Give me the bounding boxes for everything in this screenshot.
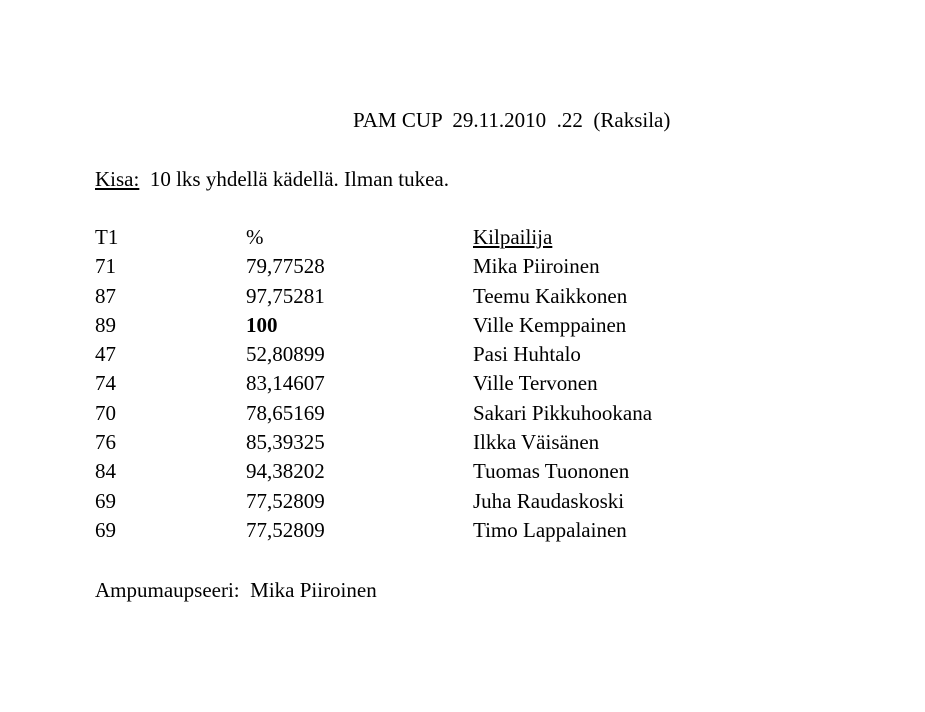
cell-competitor: Tuomas Tuononen — [473, 459, 630, 484]
cell-t1: 87 — [95, 283, 116, 308]
cell-percent: 100 — [246, 312, 278, 337]
header-competitor: Kilpailija — [473, 225, 553, 249]
header-percent: % — [246, 225, 264, 249]
table-row — [95, 401, 795, 430]
cell-competitor: Mika Piiroinen — [473, 254, 600, 279]
table-row — [95, 342, 795, 371]
cell-percent: 77,52809 — [246, 488, 325, 513]
table-row — [95, 254, 795, 283]
document-title: PAM CUP 29.11.2010 .22 (Raksila) — [353, 108, 671, 132]
table-body — [95, 254, 795, 547]
cell-t1: 47 — [95, 342, 116, 367]
cell-t1: 70 — [95, 400, 116, 425]
range-officer-line — [95, 578, 377, 602]
cell-t1: 84 — [95, 459, 116, 484]
cell-t1: 74 — [95, 371, 116, 396]
competition-description: 10 lks yhdellä kädellä. Ilman tukea. — [139, 167, 449, 191]
cell-t1: 71 — [95, 254, 116, 279]
cell-competitor: Ville Kemppainen — [473, 312, 627, 337]
cell-competitor: Teemu Kaikkonen — [473, 283, 628, 308]
table-row — [95, 459, 795, 488]
table-row — [95, 284, 795, 313]
cell-competitor: Timo Lappalainen — [473, 517, 627, 542]
cell-competitor: Ilkka Väisänen — [473, 430, 600, 455]
cell-t1: 76 — [95, 430, 116, 455]
competition-label: Kisa: — [95, 167, 140, 191]
cell-percent: 97,75281 — [246, 283, 325, 308]
cell-competitor: Ville Tervonen — [473, 371, 598, 396]
table-row — [95, 518, 795, 547]
cell-percent: 83,14607 — [246, 371, 325, 396]
header-t1: T1 — [95, 225, 119, 249]
cell-competitor: Juha Raudaskoski — [473, 488, 625, 513]
table-row — [95, 430, 795, 459]
cell-percent: 94,38202 — [246, 459, 325, 484]
cell-competitor: Sakari Pikkuhookana — [473, 400, 653, 425]
range-officer-name: Mika Piiroinen — [239, 578, 377, 602]
cell-t1: 89 — [95, 312, 116, 337]
table-row — [95, 313, 795, 342]
cell-t1: 69 — [95, 488, 116, 513]
table-row — [95, 371, 795, 400]
results-table — [95, 225, 795, 547]
cell-percent: 85,39325 — [246, 430, 325, 455]
cell-competitor: Pasi Huhtalo — [473, 342, 581, 367]
competition-line — [95, 167, 449, 191]
cell-percent: 79,77528 — [246, 254, 325, 279]
cell-percent: 52,80899 — [246, 342, 325, 367]
cell-t1: 69 — [95, 517, 116, 542]
cell-percent: 78,65169 — [246, 400, 325, 425]
cell-percent: 77,52809 — [246, 517, 325, 542]
range-officer-label: Ampumaupseeri: — [95, 578, 240, 602]
table-row — [95, 489, 795, 518]
table-header-row — [95, 225, 795, 254]
